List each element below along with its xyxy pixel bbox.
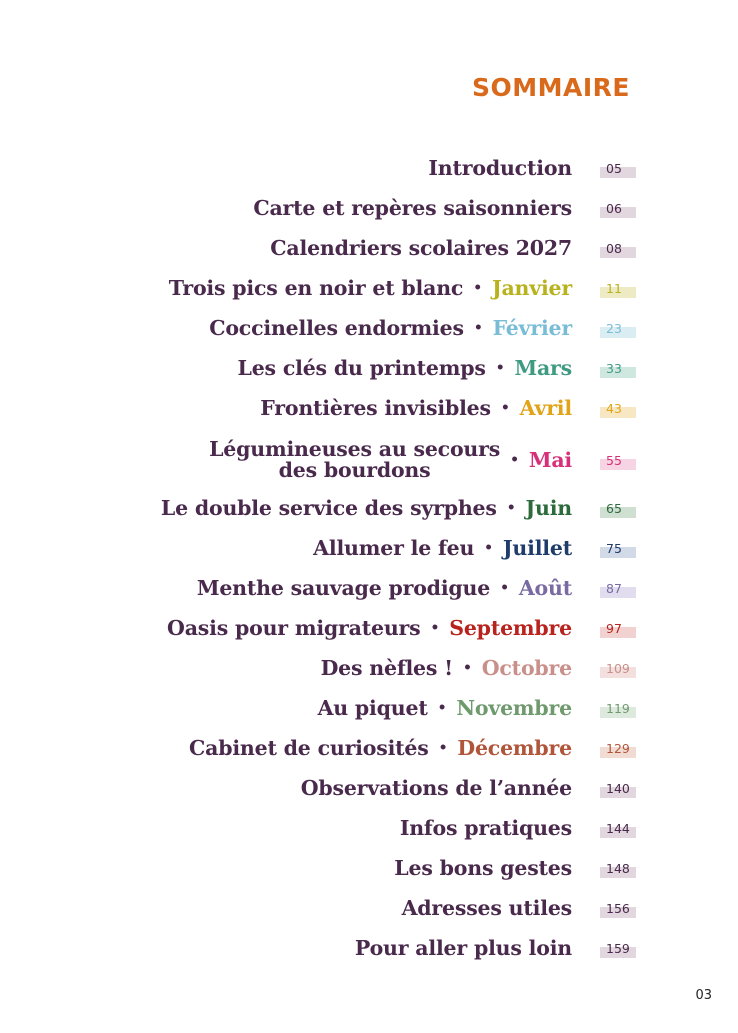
toc-entry-page-number: 97 (600, 618, 636, 638)
toc-entry-page-number: 65 (600, 498, 636, 518)
toc-entry-page-number: 23 (600, 318, 636, 338)
toc-entry-month: Novembre (456, 696, 572, 720)
toc-entry-label (209, 439, 500, 481)
toc-entry-label: Allumer le feu (313, 536, 475, 560)
toc-entry-title (318, 688, 572, 728)
toc-entry-page-number: 55 (600, 450, 636, 470)
toc-entry-page-number: 05 (600, 158, 636, 178)
toc-entry-title (400, 808, 572, 848)
toc-entry[interactable] (0, 808, 738, 848)
bullet-separator-icon: • (510, 452, 519, 468)
toc-entry-month: Avril (519, 396, 572, 420)
bullet-separator-icon: • (430, 620, 440, 636)
toc-entry[interactable] (0, 608, 738, 648)
toc-entry-month: Septembre (449, 616, 572, 640)
toc-entry-label: Adresses utiles (401, 896, 572, 920)
toc-entry[interactable] (0, 268, 738, 308)
toc-entry[interactable] (0, 228, 738, 268)
toc-entry[interactable] (0, 728, 738, 768)
toc-entry-page-number: 156 (600, 898, 636, 918)
bullet-separator-icon: • (484, 540, 493, 556)
toc-entry-page-number: 33 (600, 358, 636, 378)
toc-entry-page-number: 43 (600, 398, 636, 418)
toc-entry-page-number: 148 (600, 858, 636, 878)
toc-entry[interactable] (0, 648, 738, 688)
bullet-separator-icon: • (500, 580, 509, 596)
toc-entry-title (270, 228, 572, 268)
toc-entry-title (253, 188, 572, 228)
toc-entry-month: Mars (514, 356, 572, 380)
bullet-separator-icon: • (438, 740, 448, 756)
toc-entry-title (301, 768, 572, 808)
toc-entry-title (321, 648, 572, 688)
toc-entry-title (402, 888, 572, 928)
toc-entry-month: Octobre (481, 656, 572, 680)
toc-entry-title (394, 848, 572, 888)
toc-entry[interactable] (0, 388, 738, 428)
toc-entry[interactable] (0, 688, 738, 728)
toc-entry[interactable] (0, 928, 738, 968)
toc-entry-label: Menthe sauvage prodigue (196, 576, 491, 600)
toc-entry-label: Au piquet (317, 696, 428, 720)
toc-entry-title (169, 268, 572, 308)
bullet-separator-icon: • (473, 280, 482, 296)
toc-entry-label: Les bons gestes (394, 856, 572, 880)
toc-entry-month: Janvier (491, 276, 572, 300)
toc-entry[interactable] (0, 768, 738, 808)
toc-entry-label-line: des bourdons (278, 458, 431, 482)
toc-entry-page-number: 06 (600, 198, 636, 218)
toc-entry[interactable] (0, 488, 738, 528)
toc-entry-label: Calendriers scolaires 2027 (270, 236, 572, 260)
toc-entry-page-number: 11 (600, 278, 636, 298)
toc-entry[interactable] (0, 888, 738, 928)
toc-entry-page-number: 109 (600, 658, 636, 678)
toc-entry-label: Des nèfles ! (320, 656, 453, 680)
toc-entry[interactable] (0, 528, 738, 568)
toc-entry-label: Cabinet de curiosités (189, 736, 429, 760)
toc-entry[interactable] (0, 148, 738, 188)
toc-entry-page-number: 129 (600, 738, 636, 758)
toc-entry-page-number: 144 (600, 818, 636, 838)
toc-entry-title (428, 148, 572, 188)
bullet-separator-icon: • (473, 320, 483, 336)
toc-entry-label: Infos pratiques (399, 816, 572, 840)
toc-entry[interactable] (0, 437, 738, 482)
bullet-separator-icon: • (500, 400, 510, 416)
toc-entry[interactable] (0, 848, 738, 888)
toc-entry-label: Trois pics en noir et blanc (168, 276, 464, 300)
toc-entry-month: Juin (525, 496, 572, 520)
toc-entry-title (161, 488, 572, 528)
toc-entry-page-number: 75 (600, 538, 636, 558)
toc-entry-label: Le double service des syrphes (160, 496, 497, 520)
toc-entry-page-number: 140 (600, 778, 636, 798)
toc-entry-title (189, 728, 572, 768)
toc-entry-title (209, 308, 572, 348)
toc-entry-label-line: Légumineuses au secours (209, 437, 501, 461)
toc-entry-label: Coccinelles endormies (209, 316, 464, 340)
toc-entry-label: Carte et repères saisonniers (253, 196, 572, 220)
bullet-separator-icon: • (506, 500, 516, 516)
toc-entry-title (355, 928, 572, 968)
bullet-separator-icon: • (495, 360, 505, 376)
toc-entry-title (238, 348, 573, 388)
page-title: SOMMAIRE (472, 73, 630, 102)
toc-entry-label: Les clés du printemps (237, 356, 486, 380)
toc-entry[interactable] (0, 568, 738, 608)
toc-entry-month: Février (492, 316, 572, 340)
toc-entry-page-number: 119 (600, 698, 636, 718)
toc-entry-label: Oasis pour migrateurs (167, 616, 421, 640)
page-folio: 03 (695, 988, 712, 1003)
toc-entry-month: Juillet (502, 536, 572, 560)
toc-entry-label: Pour aller plus loin (354, 936, 572, 960)
toc-entry[interactable] (0, 308, 738, 348)
toc-entry-page-number: 08 (600, 238, 636, 258)
toc-entry[interactable] (0, 188, 738, 228)
toc-entry-title (197, 568, 572, 608)
bullet-separator-icon: • (437, 700, 447, 716)
toc-entry[interactable] (0, 348, 738, 388)
toc-entry-title (209, 437, 572, 482)
toc-entry-month: Décembre (457, 736, 572, 760)
toc-entry-label: Frontières invisibles (260, 396, 491, 420)
toc-entry-label: Introduction (428, 156, 572, 180)
toc-entry-title (167, 608, 572, 648)
toc-entry-title (260, 388, 572, 428)
bullet-separator-icon: • (462, 660, 472, 676)
toc-entry-page-number: 87 (600, 578, 636, 598)
toc-entry-month: Août (518, 576, 572, 600)
toc-entry-page-number: 159 (600, 938, 636, 958)
toc-entry-month: Mai (528, 448, 572, 472)
toc-entry-title (313, 528, 572, 568)
toc-entry-label: Observations de l’année (300, 776, 572, 800)
